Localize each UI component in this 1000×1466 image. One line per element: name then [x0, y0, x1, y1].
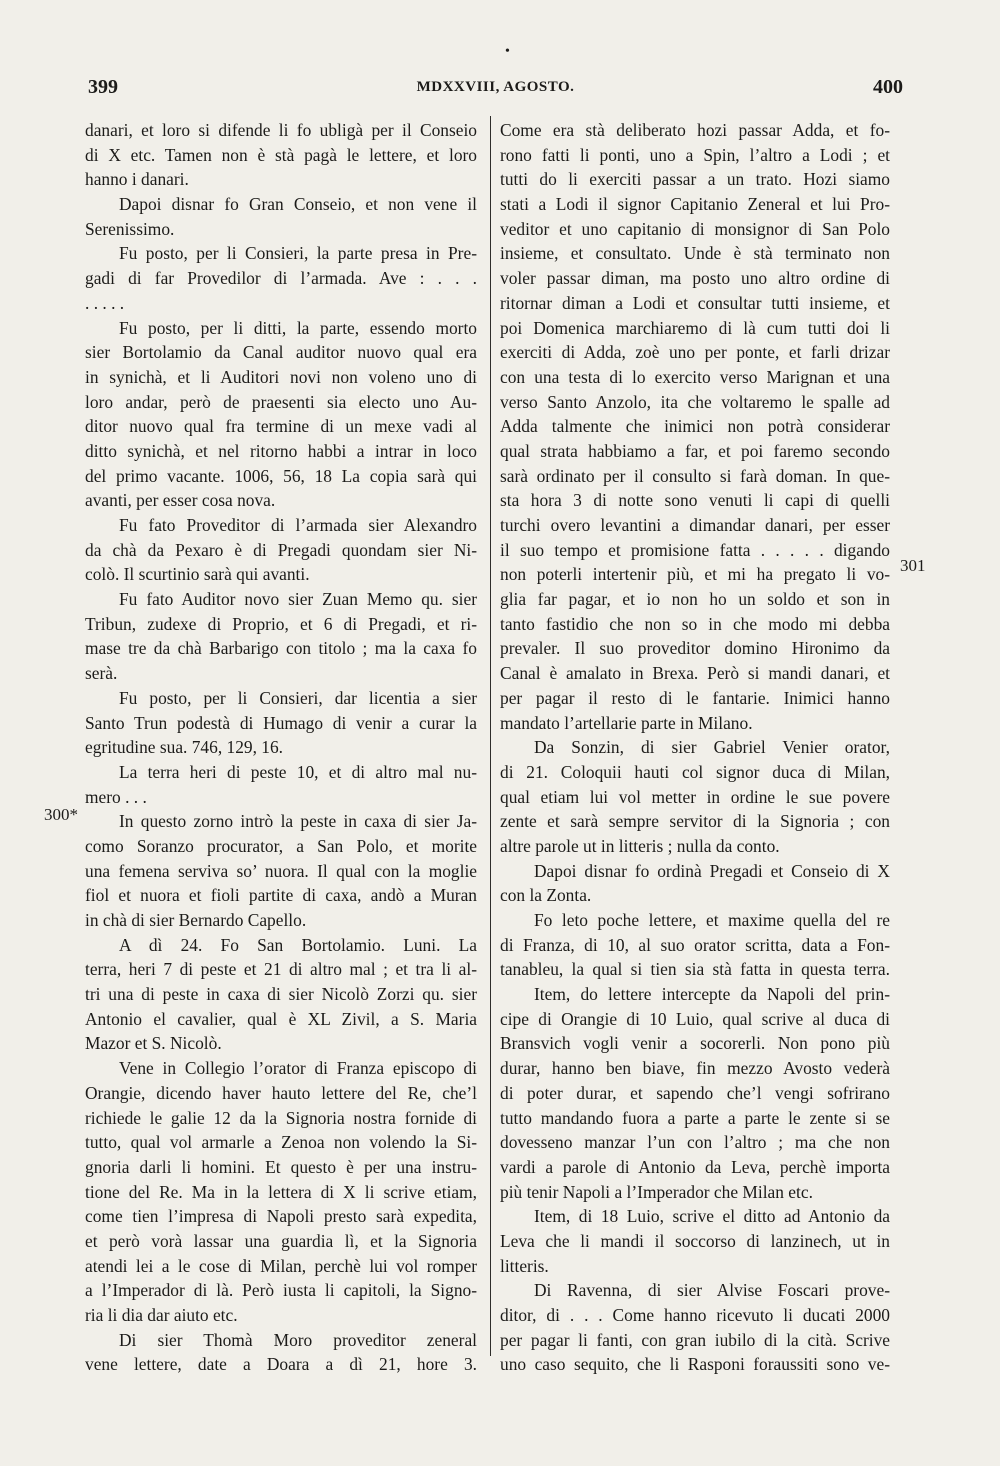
text-line: qual etiam lui vol metter in ordine le sue povere — [500, 786, 890, 807]
text-line: più tenir Napoli a l’Imperador che Milan etc. — [500, 1181, 813, 1202]
text-line: altre parole ut in litteris ; nulla da conto. — [500, 835, 780, 856]
text-line: tutto mandando fuora a parte a parte le zente si se — [500, 1107, 890, 1128]
text-line: per pagar li fanti, con gran iubilo di la cità. Scrive — [500, 1329, 890, 1350]
text-line: mandato l’artellarie parte in Milano. — [500, 712, 753, 733]
text-line: gnoria darli li homini. Et questo è per una instru- — [85, 1156, 477, 1177]
text-line: uno caso sequito, che li Rasponi foraussiti sono ve- — [500, 1354, 890, 1375]
text-line: Antonio el cavalier, qual è XL Zivil, a S. Maria — [85, 1008, 477, 1029]
text-line: glia far pagar, et io non ho un soldo et son in — [500, 589, 890, 610]
running-title: MDXXVIII, AGOSTO. — [416, 79, 575, 95]
text-line: ritornar diman a Lodi et consultar tutti insieme, et — [500, 292, 890, 313]
text-line: non poterli intertenir più, et mi ha pregato li vo- — [500, 564, 890, 585]
text-line: danari, et loro si difende li fo ubligà per il Conseio — [85, 120, 477, 140]
text-line: il suo tempo et promisione fatta . . . . . digando — [500, 539, 890, 560]
text-line: ditor, di . . . Come hanno ricevuto li ducati 2000 — [500, 1305, 890, 1325]
text-line: hanno i danari. — [85, 169, 189, 190]
text-line: Canal è amalato in Brexa. Però si mandi danari, et — [500, 663, 890, 684]
text-line: tanto fastidio che non so in che modo mi debba — [500, 613, 890, 634]
text-line: da chà da Pexaro è di Pregadi quondam sier Ni- — [85, 539, 477, 560]
text-line: in chà di sier Bernardo Capello. — [85, 910, 307, 930]
text-line: La terra heri di peste 10, et di altro mal nu- — [119, 761, 477, 782]
text-line: veditor et uno capitanio di monsignor di San Polo — [500, 218, 890, 239]
text-line: gadi di far Provedilor di l’armada. Ave : . . . — [85, 268, 477, 289]
text-line: tutti do li exerciti passar a un trato. Hozi siamo — [500, 169, 890, 190]
text-line: tione del Re. Ma in la lettera di X li scrive etiam, — [85, 1181, 477, 1202]
text-line: sta hora 3 di notte sono venuti li capi di quelli — [500, 490, 890, 511]
text-line: tutto, qual vol armarle a Zenoa non volendo la Si- — [85, 1132, 477, 1153]
text-line: Come era stà deliberato hozi passar Adda, et fo- — [500, 120, 890, 140]
margin-note-left: 300* — [44, 805, 78, 824]
text-line: vene lettere, date a Doara a dì 21, hore 3. — [85, 1354, 477, 1375]
text-line: litteris. — [500, 1255, 549, 1276]
text-line: atendi lei a le cose di Milan, perchè lui vol romper — [85, 1255, 477, 1276]
text-line: ditto synichà, et nel ritorno habbi a intrar in loco — [85, 440, 477, 461]
text-line: Fu fato Auditor novo sier Zuan Memo qu. sier — [119, 589, 477, 610]
text-line: Serenissimo. — [85, 218, 175, 239]
text-line: In questo zorno intrò la peste in caxa di sier Ja- — [119, 811, 477, 832]
text-line: cipe di Orangie di 10 Luio, qual scrive al duca di — [500, 1008, 890, 1029]
text-line: serà. — [85, 663, 118, 684]
text-line: con una testa di lo exercito verso Marignan et una — [500, 366, 890, 387]
text-line: sarà ordinato per il consulto si farà doman. In que- — [500, 465, 890, 486]
text-line: per pagar il resto di le fantarie. Inimici hanno — [500, 687, 890, 708]
text-line: Dapoi disnar fo ordinà Pregadi et Conseio di X — [534, 860, 890, 881]
text-line: stati a Lodi il signor Capitanio Zeneral et lui Pro- — [500, 194, 890, 215]
text-line: Di sier Thomà Moro proveditor zeneral — [119, 1329, 477, 1350]
text-line: egritudine sua. 746, 129, 16. — [85, 737, 284, 758]
text-line: durar, hanno ben biave, fin mezzo Avosto vederà — [500, 1058, 890, 1079]
text-line: Bransvich vogli venir a socorerli. Non pono più — [500, 1033, 890, 1054]
text-line: Fu posto, per li ditti, la parte, essendo morto — [119, 317, 477, 338]
text-line: zente et sarà sempre servitor di la Signoria ; con — [500, 811, 890, 832]
text-line: in synichà, et li Auditori novi non voleno uno di — [85, 366, 477, 387]
text-line: ditor nuovo qual fra termine di un mexe vadi al — [85, 416, 477, 437]
text-line: voler passar diman, ma posto uno altro ordine di — [500, 268, 890, 289]
text-line: di Franza, di 10, al suo orator scritta, data a Fon- — [500, 934, 890, 955]
text-line: del primo vacante. 1006, 56, 18 La copia sarà qui — [85, 465, 477, 486]
text-line: Mazor et S. Nicolò. — [85, 1033, 222, 1054]
text-line: di 21. Coloquii hauti col signor duca di Milan, — [500, 761, 890, 782]
text-line: Vene in Collegio l’orator di Franza episcopo di — [119, 1058, 477, 1079]
page-number-left: 399 — [88, 76, 118, 98]
page-number-right: 400 — [873, 76, 903, 98]
text-line: vardi a parole di Antonio da Leva, perchè importa — [500, 1156, 890, 1177]
text-line: Santo Trun podestà di Humago di venir a curar la — [85, 712, 477, 733]
text-line: tri una di peste in caxa di sier Nicolò Zorzi qu. sier — [85, 984, 477, 1005]
text-line: insieme, et consultato. Unde è stà terminato non — [500, 243, 890, 264]
text-line: dovesseno manzar l’un con l’altro ; ma che non — [500, 1132, 890, 1153]
text-line: mase tre da chà Barbarigo con titolo ; ma la caxa fo — [85, 638, 477, 659]
text-line: poi Domenica marchiaremo di là cum tutti doi li — [500, 317, 890, 338]
text-line: mero . . . — [85, 786, 147, 807]
text-line: Fu posto, per li Consieri, dar licentia a sier — [119, 687, 477, 708]
column-divider — [490, 116, 491, 1356]
text-line: verso Santo Anzolo, ita che voltaremo le spalle ad — [500, 391, 890, 412]
text-line: Adda talmente che inimici non potrà considerar — [500, 416, 890, 437]
text-line: loro andar, però de praesenti sia electo uno Au- — [85, 391, 477, 412]
text-line: di poter durar, et sapendo che’l vengi sofrirano — [500, 1082, 890, 1103]
text-line: rono fatti li ponti, uno a Spin, l’altro a Lodi ; et — [500, 144, 890, 165]
text-line: como Soranzo procurator, a San Polo, et morite — [85, 835, 477, 856]
text-line: Tribun, zudexe di Proprio, et 6 di Pregadi, et ri- — [85, 613, 477, 634]
text-line: di X etc. Tamen non è stà pagà le lettere, et loro — [85, 144, 477, 165]
text-line: ria li dia dar aiuto etc. — [85, 1305, 238, 1325]
text-line: Da Sonzin, di sier Gabriel Venier orator, — [534, 737, 890, 758]
text-line: et però vorà lassar una guardia lì, et la Signoria — [85, 1230, 477, 1251]
text-line: tanableu, la qual si tien sia stà fatta in questa terra. — [500, 959, 890, 980]
text-line: Dapoi disnar fo Gran Conseio, et non vene il — [119, 194, 477, 215]
text-line: con la Zonta. — [500, 885, 592, 906]
text-line: fiol et nuora et fioli partite di caxa, andò a Muran — [85, 885, 477, 906]
margin-note-right: 301 — [900, 556, 926, 575]
text-line: una femena serviva so’ nuora. Il qual con la moglie — [85, 860, 477, 881]
running-header — [88, 76, 903, 106]
text-line: Fu posto, per li Consieri, la parte presa in Pre- — [119, 243, 477, 264]
right-column — [500, 118, 890, 1377]
text-line: Item, do lettere intercepte da Napoli del prin- — [534, 984, 890, 1005]
text-line: Item, di 18 Luio, scrive el ditto ad Antonio da — [534, 1206, 890, 1227]
text-line: avanti, per esser cosa nova. — [85, 490, 276, 511]
text-line: qual strata habbiamo a far, et poi faremo secondo — [500, 440, 890, 461]
text-line: prevaler. Il suo proveditor domino Hironimo da — [500, 638, 890, 659]
left-column — [85, 118, 477, 1377]
text-line: come tien l’impresa di Napoli presto sarà expedita, — [85, 1206, 477, 1227]
text-line: Fo leto poche lettere, et maxime quella del re — [534, 910, 890, 930]
text-line: a l’Imperador di là. Però iusta li capitoli, la Signo- — [85, 1280, 477, 1301]
text-line: Leva che li mandi il soccorso di lanzinech, ut in — [500, 1230, 890, 1251]
text-line: richiede le galie 12 da la Signoria nostra fornide di — [85, 1107, 477, 1128]
top-mark: • — [505, 44, 510, 59]
text-line: terra, heri 7 di peste et 21 di altro mal ; et tra li al- — [85, 959, 477, 980]
text-line: exerciti di Adda, zoè uno per ponte, et farli drizar — [500, 342, 890, 363]
text-line: Di Ravenna, di sier Alvise Foscari prove- — [534, 1280, 890, 1301]
text-line: colò. Il scurtinio sarà qui avanti. — [85, 564, 310, 585]
text-line: Fu fato Proveditor di l’armada sier Alexandro — [119, 515, 477, 535]
text-line: A dì 24. Fo San Bortolamio. Luni. La — [119, 934, 477, 955]
text-line: turchi overo levantini a dimandar danari, per esser — [500, 515, 890, 535]
text-line: . . . . . — [85, 292, 125, 313]
text-line: Orangie, dicendo haver hauto lettere del Re, che’l — [85, 1082, 477, 1103]
text-line: sier Bortolamio da Canal auditor nuovo qual era — [85, 342, 477, 363]
